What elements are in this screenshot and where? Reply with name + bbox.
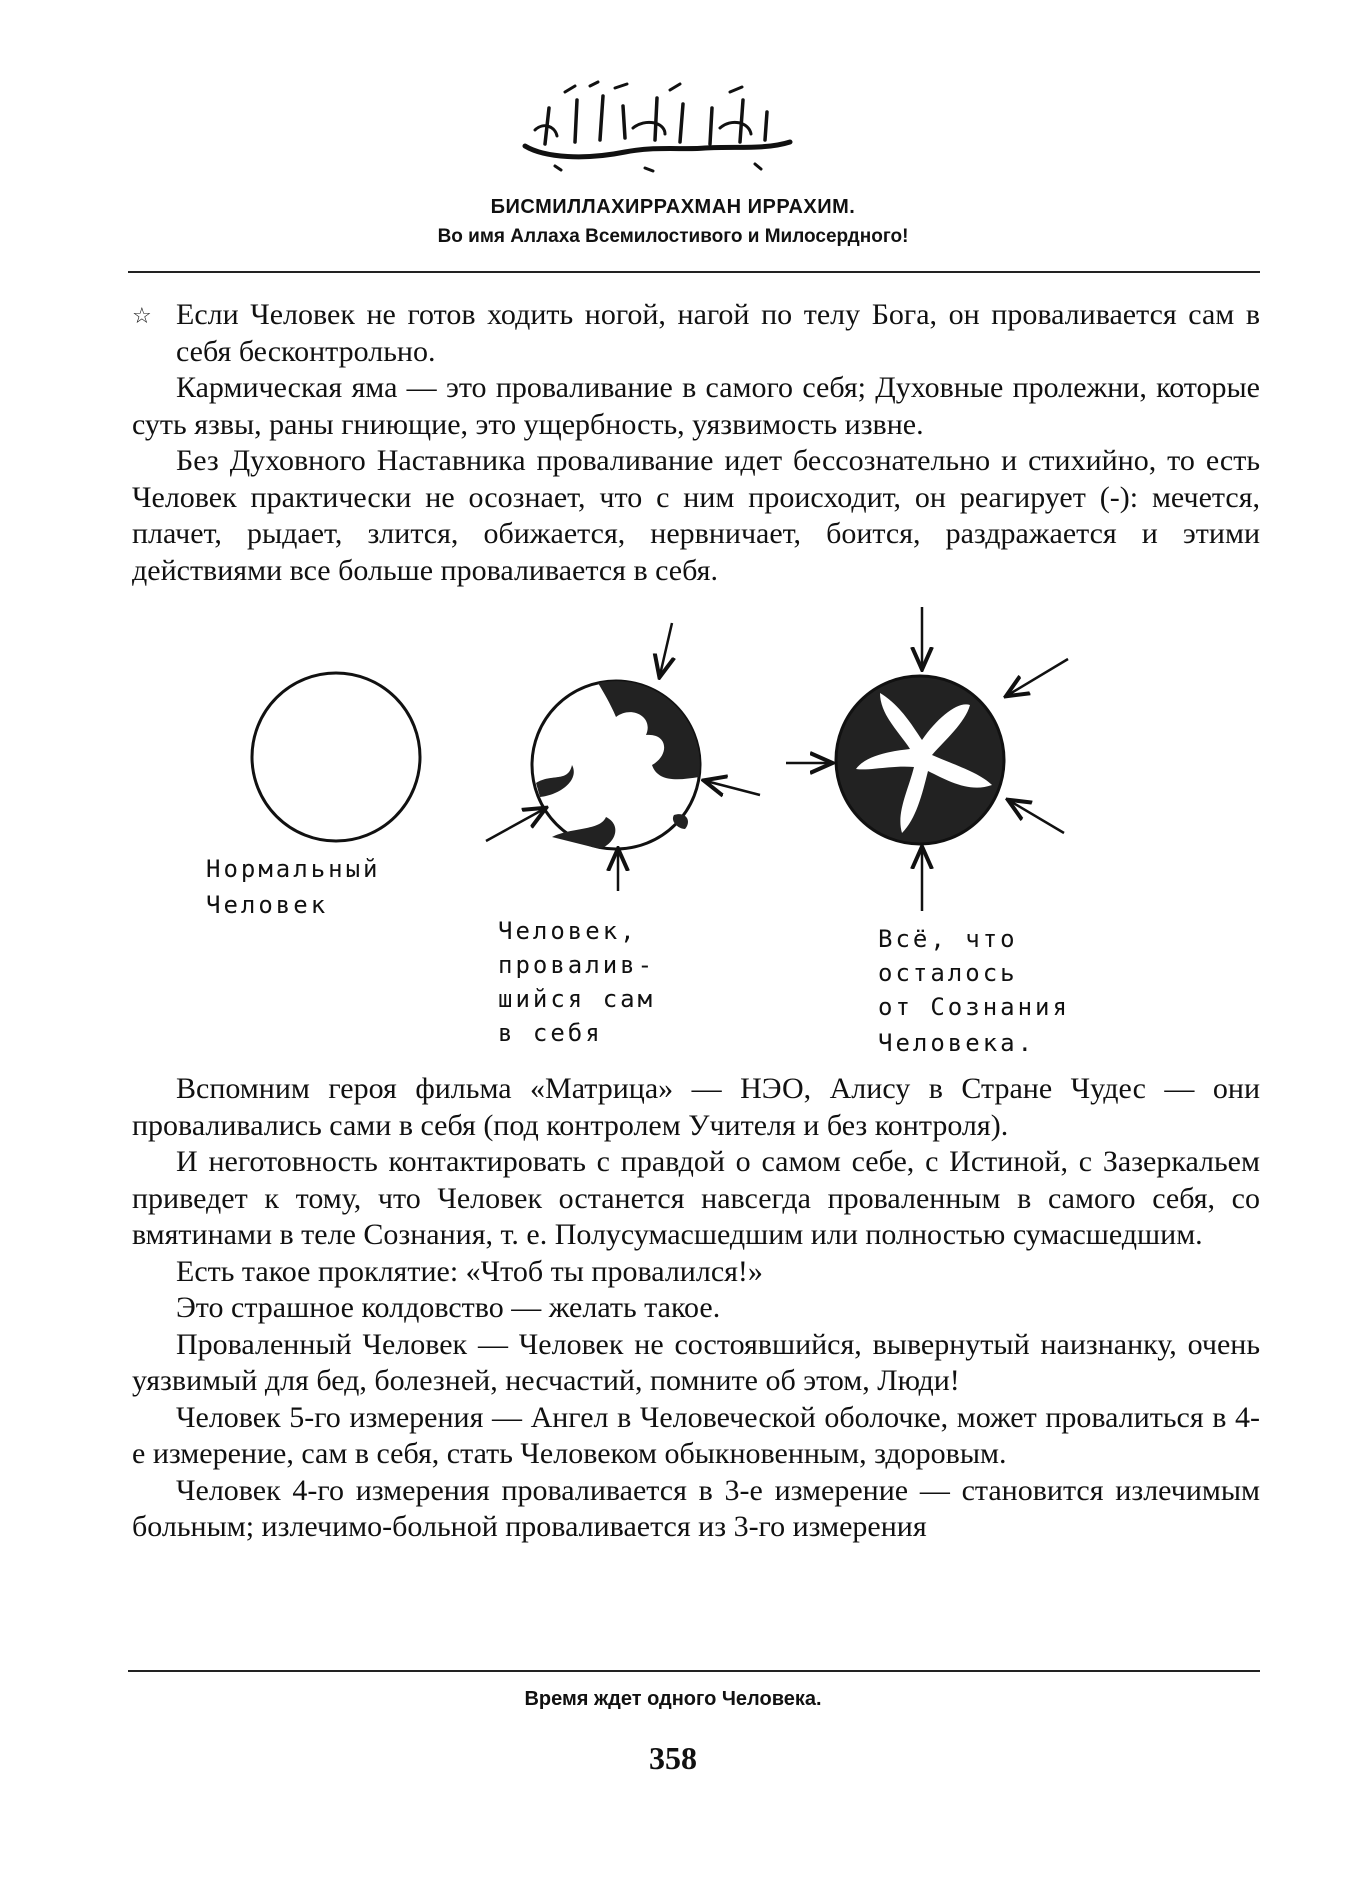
label-collapsed-line3: шийся сам bbox=[498, 985, 656, 1013]
paragraph bbox=[132, 297, 1260, 370]
paragraph: Проваленный Человек — Человек не состоявшийся, вывернутый наизнанку, очень уязвимый для бед, болезней, несчастий, помните об этом, Люди! bbox=[132, 1327, 1260, 1397]
star-icon: ☆ bbox=[132, 304, 152, 329]
header-divider bbox=[128, 271, 1260, 273]
paragraph: Есть такое проклятие: «Чтоб ты провалился!» bbox=[176, 1254, 763, 1288]
page-number: 358 bbox=[649, 1740, 697, 1776]
label-collapsed-line4: в себя bbox=[498, 1019, 603, 1047]
text-block-bottom bbox=[132, 1071, 1260, 1546]
label-collapsed-line1: Человек, bbox=[498, 917, 638, 945]
paragraph: Без Духовного Наставника проваливание идет бессознательно и стихийно, то есть Человек практически не осознает, что с ним происходит, он реагирует (-): мечется, плачет, рыдает, злится, обижается, нервничает, боится, раздражается и этими действиями все больше проваливается в себя. bbox=[132, 444, 1260, 587]
label-remnant-line3: от Сознания bbox=[878, 993, 1070, 1021]
label-normal-line1: Нормальный bbox=[206, 855, 381, 883]
label-remnant-line4: Человека. bbox=[878, 1029, 1036, 1057]
paragraph: Вспомним героя фильма «Матрица» — НЭО, Алису в Стране Чудес — они проваливались сами в себя (под контролем Учителя и без контроля). bbox=[132, 1072, 1260, 1142]
bismillah-calligraphy bbox=[505, 78, 805, 178]
normal-circle bbox=[252, 673, 420, 841]
paragraph: Человек 4-го измерения проваливается в 3-е измерение — становится излечимым больным; излечимо-больной проваливается из 3-го измерения bbox=[132, 1473, 1260, 1543]
paragraph: И неготовность контактировать с правдой о самом себе, с Истиной, с Зазеркальем приведет к тому, что Человек останется навсегда проваленным в самого себя, со вмятинами в теле Сознания, т. е. Полусумасшедшим или полностью сумасшедшим. bbox=[132, 1145, 1260, 1251]
text-block-top bbox=[132, 297, 1260, 589]
footer-motto: Время ждет одного Человека. bbox=[524, 1688, 822, 1710]
paragraph: Человек 5-го измерения — Ангел в Человеческой оболочке, может провалиться в 4-е измерение, сам в себя, стать Человеком обыкновенным, здоровым. bbox=[132, 1400, 1260, 1470]
consciousness-diagram bbox=[180, 605, 1180, 1065]
remnant-circle bbox=[836, 676, 1004, 844]
paragraph: Кармическая яма — это проваливание в самого себя; Духовные пролежни, которые суть язвы, раны гниющие, это ущербность, уязвимость извне. bbox=[132, 371, 1260, 441]
label-collapsed-line2: провалив- bbox=[498, 951, 656, 979]
paragraph: Это страшное колдовство — желать такое. bbox=[176, 1291, 721, 1324]
label-remnant-line1: Всё, что bbox=[878, 925, 1018, 953]
label-normal-line2: Человек bbox=[206, 891, 329, 919]
header-subtitle: Во имя Аллаха Всемилостивого и Милосердного! bbox=[437, 226, 909, 247]
header-title: БИСМИЛЛАХИРРАХМАН ИРРАХИМ. bbox=[490, 196, 856, 218]
footer-divider bbox=[128, 1670, 1260, 1672]
paragraph-text: Если Человек не готов ходить ногой, нагой по телу Бога, он проваливается сам в себя бесконтрольно. bbox=[176, 298, 1260, 368]
collapsed-circle bbox=[532, 681, 700, 849]
label-remnant-line2: осталось bbox=[878, 959, 1018, 987]
